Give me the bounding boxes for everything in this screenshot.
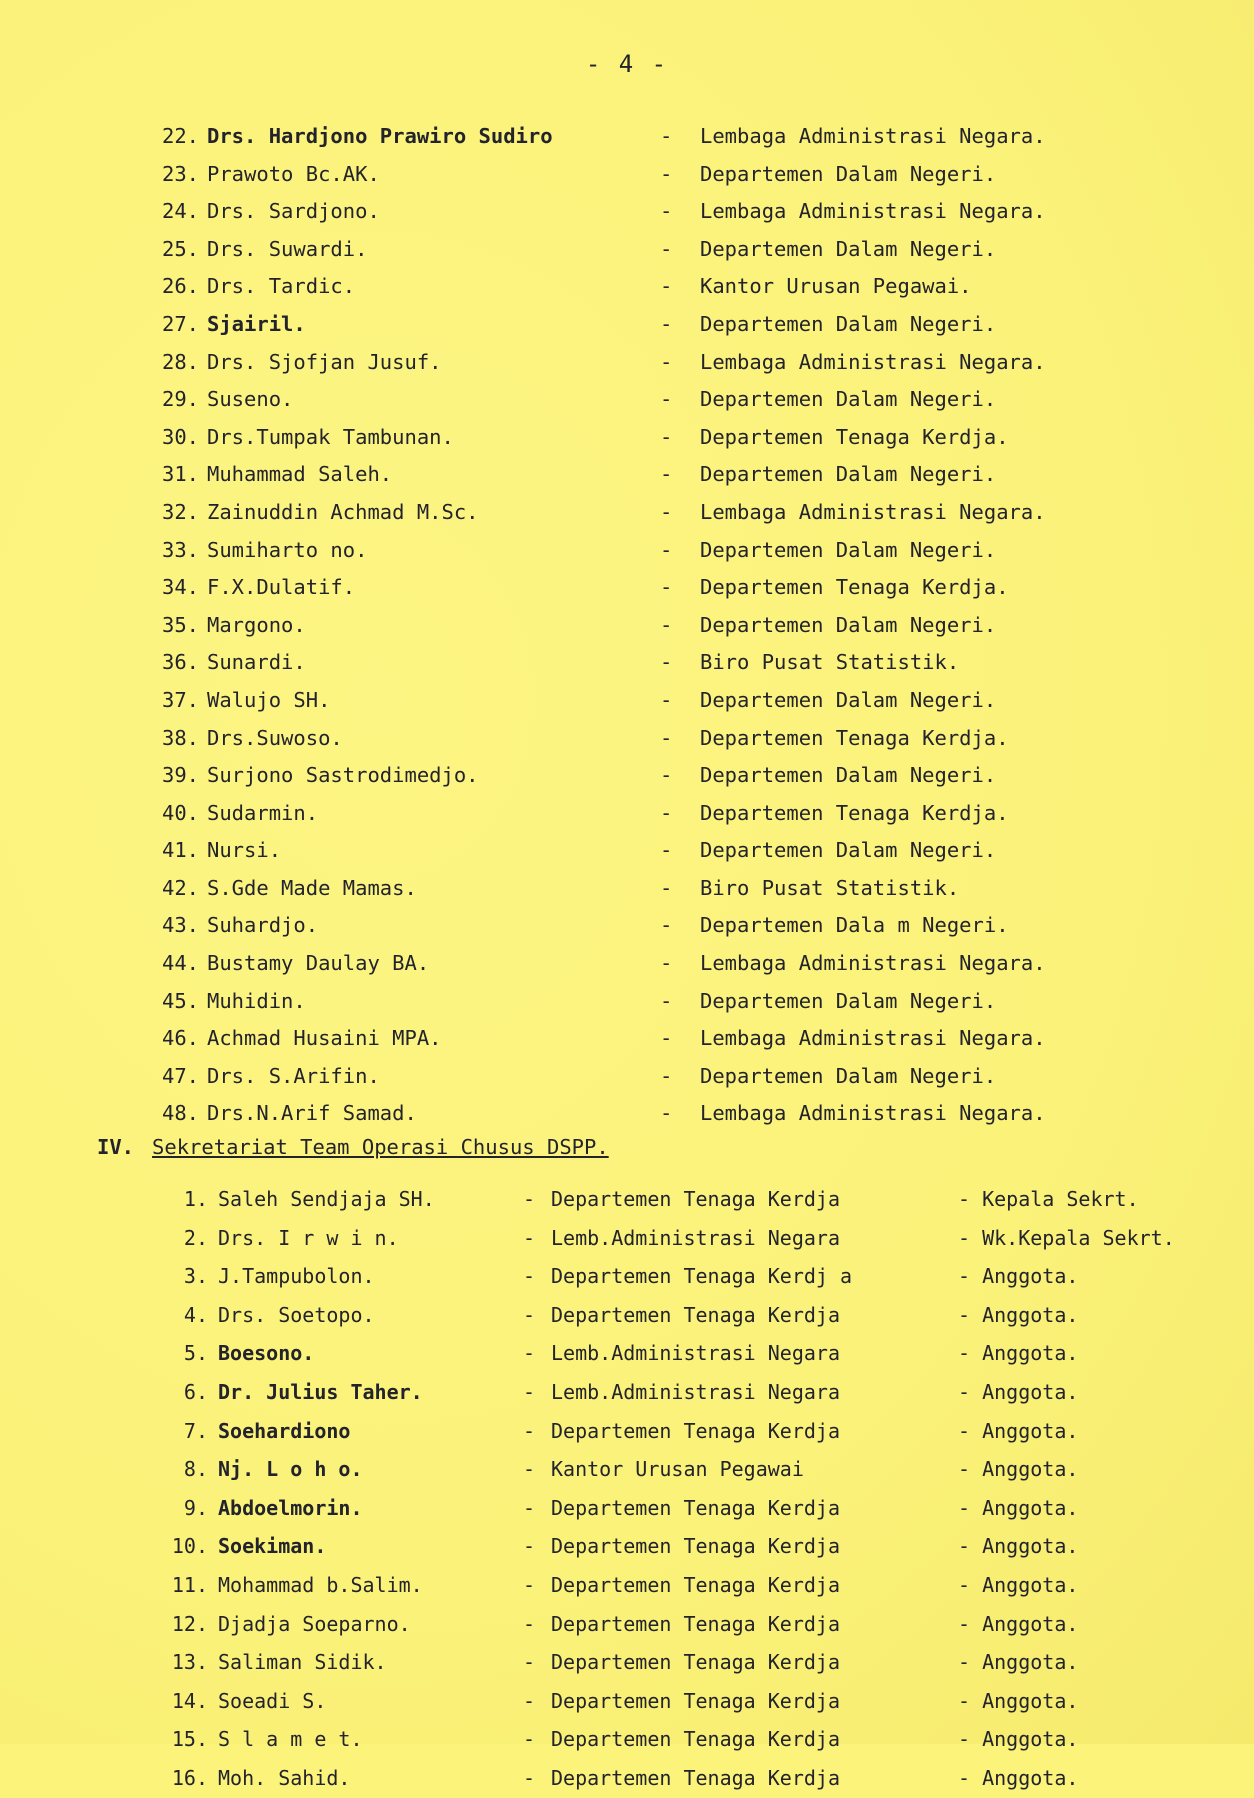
list-item [0, 945, 1254, 983]
separator-dash: - [523, 1379, 536, 1404]
institution-text: Departemen Tenaga Kerdja [551, 1688, 840, 1713]
member-institution: Departemen Dalam Negeri. [700, 236, 997, 261]
separator-dash: - [523, 1727, 536, 1752]
item-number: 39. [162, 763, 200, 788]
list-item [0, 1489, 1254, 1528]
member-name: Bustamy Daulay BA. [207, 951, 430, 976]
institution-text: Departemen Tenaga Kerdja [551, 1650, 840, 1675]
list-item [0, 1334, 1254, 1373]
separator-dash: - [958, 1302, 983, 1327]
member-institution [551, 1643, 840, 1682]
item-number: 1. [183, 1187, 208, 1211]
member-name: F.X.Dulatif. [207, 575, 356, 600]
separator-dash: - [660, 199, 673, 224]
member-role [958, 1682, 1078, 1721]
role-text: Anggota. [982, 1264, 1079, 1289]
member-name: Drs. S.Arifin. [207, 1063, 380, 1088]
member-name: Muhammad Saleh. [207, 462, 393, 487]
member-name: Drs. Sjofjan Jusuf. [207, 349, 442, 374]
separator-dash: - [660, 951, 673, 976]
separator-dash: - [660, 988, 673, 1013]
separator-dash: - [660, 875, 673, 900]
member-name: Drs. Hardjono Prawiro Sudiro [207, 124, 553, 148]
item-number: 41. [162, 838, 200, 863]
member-name: Sumiharto no. [207, 537, 368, 562]
list-item [0, 268, 1254, 306]
item-number: 44. [162, 951, 200, 976]
institution-text: Departemen Tenaga Kerdja [551, 1765, 840, 1790]
member-role [958, 1412, 1078, 1451]
member-name: Nursi. [207, 838, 282, 863]
member-role [958, 1257, 1078, 1296]
separator-dash: - [958, 1572, 983, 1597]
separator-dash: - [523, 1572, 536, 1597]
separator-dash: - [523, 1264, 536, 1289]
item-number: 43. [162, 913, 200, 938]
role-text: Anggota. [982, 1341, 1079, 1366]
role-text: Anggota. [982, 1650, 1079, 1675]
role-text: Anggota. [982, 1688, 1079, 1713]
item-number: 28. [162, 349, 200, 374]
separator-dash: - [660, 124, 673, 148]
role-text: Anggota. [982, 1765, 1079, 1790]
role-text: Anggota. [982, 1418, 1079, 1443]
list-item [0, 419, 1254, 457]
separator-dash: - [660, 1101, 673, 1126]
member-name: Margono. [207, 612, 306, 637]
member-institution: Departemen Dalam Negeri. [700, 838, 997, 863]
separator-dash: - [523, 1765, 536, 1790]
separator-dash: - [958, 1418, 983, 1443]
member-name: Drs.Suwoso. [207, 725, 343, 750]
list-item [0, 231, 1254, 269]
item-number: 22. [162, 124, 200, 148]
separator-dash: - [958, 1379, 983, 1404]
list-item [0, 1095, 1254, 1133]
member-institution: Departemen Dalam Negeri. [700, 462, 997, 487]
separator-dash: - [660, 387, 673, 412]
page-number: - 4 - [585, 50, 669, 78]
member-name: Saleh Sendjaja SH. [218, 1187, 435, 1211]
list-item [0, 306, 1254, 344]
list-item [0, 607, 1254, 645]
institution-text: Departemen Tenaga Kerdja [551, 1495, 840, 1520]
member-role [958, 1180, 1139, 1219]
member-name: Nj. L o h o. [218, 1457, 363, 1482]
list-item [0, 1020, 1254, 1058]
item-number: 37. [162, 687, 200, 712]
item-number: 31. [162, 462, 200, 487]
list-item [0, 1180, 1254, 1219]
list-item [0, 193, 1254, 231]
item-number: 48. [162, 1101, 200, 1126]
separator-dash: - [958, 1341, 983, 1366]
member-name: Soeadi S. [218, 1688, 327, 1713]
list-item [0, 1566, 1254, 1605]
separator-dash: - [660, 763, 673, 788]
list-item [0, 532, 1254, 570]
separator-dash: - [523, 1457, 536, 1482]
list-item [0, 1605, 1254, 1644]
separator-dash: - [958, 1495, 983, 1520]
separator-dash: - [660, 499, 673, 524]
list-item [0, 1219, 1254, 1258]
separator-dash: - [958, 1650, 983, 1675]
member-role [958, 1643, 1078, 1682]
member-name: Drs. Tardic. [207, 274, 356, 299]
member-name: Drs. Sardjono. [207, 199, 380, 224]
list-item [0, 682, 1254, 720]
member-name: Achmad Husaini MPA. [207, 1026, 442, 1051]
member-institution: Departemen Dalam Negeri. [700, 387, 997, 412]
separator-dash: - [523, 1611, 536, 1636]
member-institution: Departemen Tenaga Kerdja. [700, 424, 1009, 449]
member-role [958, 1373, 1078, 1412]
member-institution: Departemen Dala m Negeri. [700, 913, 1009, 938]
separator-dash: - [660, 424, 673, 449]
item-number: 12. [171, 1611, 208, 1636]
member-institution [551, 1296, 840, 1335]
separator-dash: - [660, 838, 673, 863]
item-number: 10. [171, 1534, 208, 1559]
section-number: IV. [97, 1135, 135, 1159]
member-name: Drs.Tumpak Tambunan. [207, 424, 454, 449]
member-name: Drs. Soetopo. [218, 1302, 375, 1327]
member-institution [551, 1373, 840, 1412]
list-item [0, 1450, 1254, 1489]
member-name: Mohammad b.Salim. [218, 1572, 423, 1597]
member-institution [551, 1720, 840, 1759]
separator-dash: - [660, 1063, 673, 1088]
member-name: Muhidin. [207, 988, 306, 1013]
item-number: 26. [162, 274, 200, 299]
separator-dash: - [660, 311, 673, 336]
member-institution [551, 1450, 804, 1489]
role-text: Anggota. [982, 1611, 1079, 1636]
separator-dash: - [523, 1187, 536, 1211]
item-number: 35. [162, 612, 200, 637]
member-name: Prawoto Bc.AK. [207, 161, 380, 186]
separator-dash: - [958, 1765, 983, 1790]
separator-dash: - [523, 1418, 536, 1443]
separator-dash: - [660, 687, 673, 712]
member-name: Sunardi. [207, 650, 306, 675]
member-name: Soehardiono [218, 1418, 351, 1443]
separator-dash: - [523, 1688, 536, 1713]
member-institution [551, 1257, 852, 1296]
separator-dash: - [958, 1688, 983, 1713]
member-institution: Lembaga Administrasi Negara. [700, 349, 1046, 374]
separator-dash: - [660, 537, 673, 562]
separator-dash: - [660, 1026, 673, 1051]
separator-dash: - [660, 575, 673, 600]
member-role [958, 1605, 1078, 1644]
member-institution: Departemen Dalam Negeri. [700, 311, 997, 336]
item-number: 32. [162, 499, 200, 524]
member-institution [551, 1605, 840, 1644]
member-institution: Departemen Tenaga Kerdja. [700, 575, 1009, 600]
member-institution: Lembaga Administrasi Negara. [700, 199, 1046, 224]
separator-dash: - [660, 650, 673, 675]
list-item [0, 1058, 1254, 1096]
separator-dash: - [958, 1534, 983, 1559]
member-name: Walujo SH. [207, 687, 331, 712]
item-number: 8. [183, 1457, 208, 1482]
member-institution: Biro Pusat Statistik. [700, 650, 960, 675]
list-item [0, 795, 1254, 833]
member-name: Surjono Sastrodimedjo. [207, 763, 479, 788]
item-number: 34. [162, 575, 200, 600]
institution-text: Departemen Tenaga Kerdja [551, 1418, 840, 1443]
list-item [0, 907, 1254, 945]
list-item [0, 983, 1254, 1021]
member-institution: Lembaga Administrasi Negara. [700, 124, 1046, 148]
section-header [97, 1135, 609, 1159]
section-title: Sekretariat Team Operasi Chusus DSPP. [152, 1135, 609, 1159]
item-number: 13. [171, 1650, 208, 1675]
list-item [0, 1759, 1254, 1798]
member-role [958, 1219, 1175, 1258]
separator-dash: - [523, 1650, 536, 1675]
item-number: 27. [162, 311, 200, 336]
list-item [0, 832, 1254, 870]
member-institution: Departemen Dalam Negeri. [700, 687, 997, 712]
member-institution [551, 1412, 840, 1451]
item-number: 4. [183, 1302, 208, 1327]
member-role [958, 1450, 1078, 1489]
item-number: 11. [171, 1572, 208, 1597]
separator-dash: - [660, 462, 673, 487]
institution-text: Kantor Urusan Pegawai [551, 1457, 804, 1482]
item-number: 3. [183, 1264, 208, 1289]
secretariat-member-list [0, 1180, 1254, 1798]
member-role [958, 1527, 1078, 1566]
member-role [958, 1566, 1078, 1605]
separator-dash: - [660, 913, 673, 938]
item-number: 38. [162, 725, 200, 750]
member-name: Soekiman. [218, 1534, 327, 1559]
member-institution [551, 1334, 840, 1373]
list-item [0, 156, 1254, 194]
separator-dash: - [660, 800, 673, 825]
list-item [0, 1257, 1254, 1296]
role-text: Anggota. [982, 1495, 1079, 1520]
member-name: Sudarmin. [207, 800, 319, 825]
member-institution: Biro Pusat Statistik. [700, 875, 960, 900]
item-number: 46. [162, 1026, 200, 1051]
list-item [0, 720, 1254, 758]
member-institution: Departemen Tenaga Kerdja. [700, 725, 1009, 750]
member-institution [551, 1566, 840, 1605]
member-name: S.Gde Made Mamas. [207, 875, 417, 900]
institution-text: Departemen Tenaga Kerdja [551, 1572, 840, 1597]
member-institution [551, 1759, 840, 1798]
list-item [0, 870, 1254, 908]
separator-dash: - [958, 1611, 983, 1636]
role-text: Anggota. [982, 1302, 1079, 1327]
member-name: Boesono. [218, 1341, 315, 1366]
list-item [0, 381, 1254, 419]
member-name: Drs. I r w i n. [218, 1225, 399, 1250]
member-institution: Departemen Dalam Negeri. [700, 763, 997, 788]
role-text: Anggota. [982, 1534, 1079, 1559]
role-text: Anggota. [982, 1572, 1079, 1597]
member-institution: Departemen Dalam Negeri. [700, 161, 997, 186]
member-institution: Lembaga Administrasi Negara. [700, 1101, 1046, 1126]
institution-text: Departemen Tenaga Kerdja [551, 1187, 840, 1211]
member-institution [551, 1489, 840, 1528]
member-institution: Lembaga Administrasi Negara. [700, 499, 1046, 524]
member-name: Suseno. [207, 387, 294, 412]
member-institution [551, 1219, 840, 1258]
item-number: 36. [162, 650, 200, 675]
institution-text: Departemen Tenaga Kerdj a [551, 1264, 853, 1289]
item-number: 5. [183, 1341, 208, 1366]
role-text: Anggota. [982, 1457, 1079, 1482]
member-name: Drs.N.Arif Samad. [207, 1101, 417, 1126]
institution-text: Lemb.Administrasi Negara [551, 1379, 840, 1404]
item-number: 14. [171, 1688, 208, 1713]
institution-text: Lemb.Administrasi Negara [551, 1225, 840, 1250]
item-number: 24. [162, 199, 200, 224]
list-item [0, 1720, 1254, 1759]
member-institution [551, 1682, 840, 1721]
member-role [958, 1296, 1078, 1335]
member-name: S l a m e t. [218, 1727, 363, 1752]
member-name: Abdoelmorin. [218, 1495, 363, 1520]
separator-dash: - [523, 1534, 536, 1559]
list-item [0, 1682, 1254, 1721]
list-item [0, 1373, 1254, 1412]
item-number: 6. [183, 1379, 208, 1404]
separator-dash: - [523, 1225, 536, 1250]
role-text: Kepala Sekrt. [982, 1187, 1139, 1211]
role-text: Anggota. [982, 1379, 1079, 1404]
member-name: Djadja Soeparno. [218, 1611, 411, 1636]
role-text: Wk.Kepala Sekrt. [982, 1225, 1175, 1250]
member-institution: Departemen Tenaga Kerdja. [700, 800, 1009, 825]
member-name: Suhardjo. [207, 913, 319, 938]
list-item [0, 494, 1254, 532]
separator-dash: - [523, 1495, 536, 1520]
list-item [0, 644, 1254, 682]
member-name: Zainuddin Achmad M.Sc. [207, 499, 479, 524]
member-institution [551, 1180, 840, 1219]
member-name: J.Tampubolon. [218, 1264, 375, 1289]
member-role [958, 1720, 1078, 1759]
list-item [0, 1527, 1254, 1566]
separator-dash: - [660, 612, 673, 637]
item-number: 9. [183, 1495, 208, 1520]
member-name: Dr. Julius Taher. [218, 1379, 423, 1404]
member-list-continued [0, 118, 1254, 1133]
list-item [0, 344, 1254, 382]
item-number: 47. [162, 1063, 200, 1088]
separator-dash: - [660, 236, 673, 261]
list-item [0, 569, 1254, 607]
role-text: Anggota. [982, 1727, 1079, 1752]
separator-dash: - [660, 725, 673, 750]
member-role [958, 1759, 1078, 1798]
list-item [0, 757, 1254, 795]
list-item [0, 1296, 1254, 1335]
separator-dash: - [523, 1302, 536, 1327]
institution-text: Departemen Tenaga Kerdja [551, 1534, 840, 1559]
item-number: 2. [183, 1225, 208, 1250]
separator-dash: - [660, 161, 673, 186]
separator-dash: - [958, 1457, 983, 1482]
institution-text: Departemen Tenaga Kerdja [551, 1302, 840, 1327]
item-number: 25. [162, 236, 200, 261]
member-name: Sjairil. [207, 311, 306, 336]
list-item [0, 1643, 1254, 1682]
member-institution: Departemen Dalam Negeri. [700, 1063, 997, 1088]
member-institution: Departemen Dalam Negeri. [700, 988, 997, 1013]
item-number: 7. [183, 1418, 208, 1443]
institution-text: Departemen Tenaga Kerdja [551, 1611, 840, 1636]
list-item [0, 456, 1254, 494]
item-number: 45. [162, 988, 200, 1013]
member-institution: Departemen Dalam Negeri. [700, 537, 997, 562]
item-number: 29. [162, 387, 200, 412]
list-item [0, 118, 1254, 156]
separator-dash: - [660, 274, 673, 299]
separator-dash: - [660, 349, 673, 374]
member-role [958, 1489, 1078, 1528]
separator-dash: - [958, 1264, 983, 1289]
item-number: 30. [162, 424, 200, 449]
member-institution [551, 1527, 840, 1566]
item-number: 33. [162, 537, 200, 562]
separator-dash: - [523, 1341, 536, 1366]
separator-dash: - [958, 1225, 983, 1250]
list-item [0, 1412, 1254, 1451]
item-number: 42. [162, 875, 200, 900]
member-role [958, 1334, 1078, 1373]
separator-dash: - [958, 1187, 983, 1211]
member-name: Drs. Suwardi. [207, 236, 368, 261]
item-number: 15. [171, 1727, 208, 1752]
item-number: 40. [162, 800, 200, 825]
item-number: 16. [171, 1765, 208, 1790]
member-institution: Kantor Urusan Pegawai. [700, 274, 972, 299]
member-institution: Lembaga Administrasi Negara. [700, 1026, 1046, 1051]
member-name: Moh. Sahid. [218, 1765, 351, 1790]
separator-dash: - [958, 1727, 983, 1752]
member-name: Saliman Sidik. [218, 1650, 387, 1675]
institution-text: Lemb.Administrasi Negara [551, 1341, 840, 1366]
member-institution: Departemen Dalam Negeri. [700, 612, 997, 637]
institution-text: Departemen Tenaga Kerdja [551, 1727, 840, 1752]
member-institution: Lembaga Administrasi Negara. [700, 951, 1046, 976]
item-number: 23. [162, 161, 200, 186]
